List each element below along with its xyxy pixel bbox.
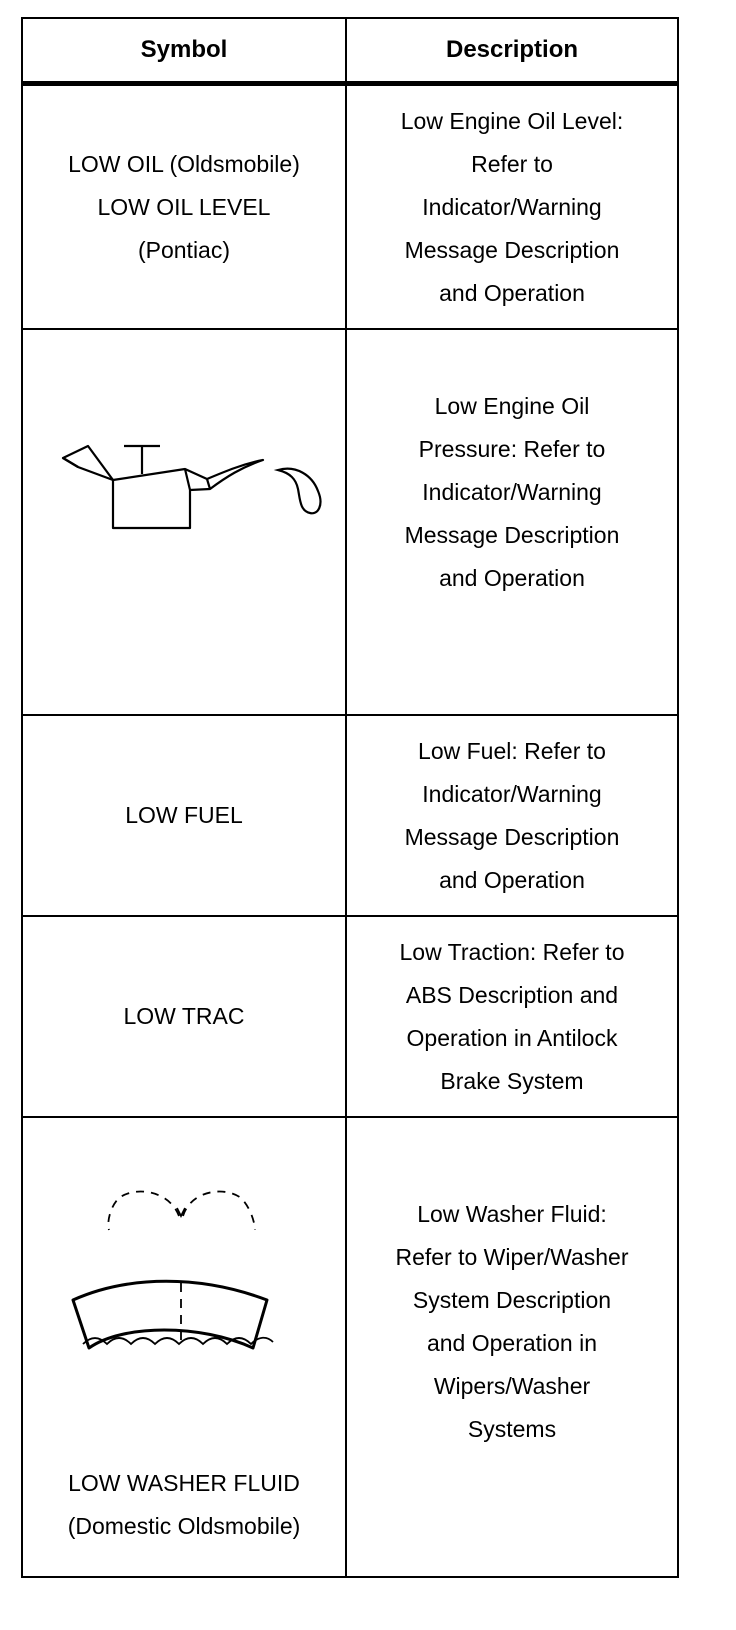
table-row-washer-fluid-description — [347, 1118, 677, 1576]
description-text: Low Engine Oil Pressure: Refer to Indicator/Warning Message Description and Operation — [404, 392, 620, 591]
table-row-low-trac-symbol — [23, 917, 345, 1116]
symbol-text: LOW FUEL — [125, 802, 243, 828]
oil-can-icon — [28, 427, 328, 537]
table-row-oil-pressure-description — [347, 330, 677, 714]
description-text: Low Fuel: Refer to Indicator/Warning Message Description and Operation — [404, 737, 620, 893]
table-row-low-fuel-symbol — [23, 716, 345, 915]
table-row-oil-pressure-symbol — [23, 330, 345, 714]
table-row-low-oil-symbol — [23, 86, 345, 328]
symbol-text: LOW OIL (Oldsmobile) LOW OIL LEVEL (Pontiac) — [68, 150, 300, 263]
indicator-table — [21, 17, 679, 1578]
header-symbol: Symbol — [140, 36, 228, 63]
table-row-washer-fluid-symbol — [23, 1118, 345, 1576]
table-row-low-oil-description — [347, 86, 677, 328]
washer-fluid-reservoir-icon — [31, 1180, 331, 1410]
description-text: Low Engine Oil Level: Refer to Indicator/Warning Message Description and Operation — [400, 107, 624, 306]
symbol-text: LOW WASHER FLUID (Domestic Oldsmobile) — [67, 1470, 301, 1539]
symbol-text: LOW TRAC — [123, 1003, 245, 1029]
description-text: Low Washer Fluid: Refer to Wiper/Washer System Description and Operation in Wipers/Washer Systems — [395, 1201, 629, 1442]
table-row-low-trac-description — [347, 917, 677, 1116]
header-description: Description — [445, 36, 579, 63]
description-text: Low Traction: Refer to ABS Description and Operation in Antilock Brake System — [399, 938, 625, 1094]
table-row-low-fuel-description — [347, 716, 677, 915]
